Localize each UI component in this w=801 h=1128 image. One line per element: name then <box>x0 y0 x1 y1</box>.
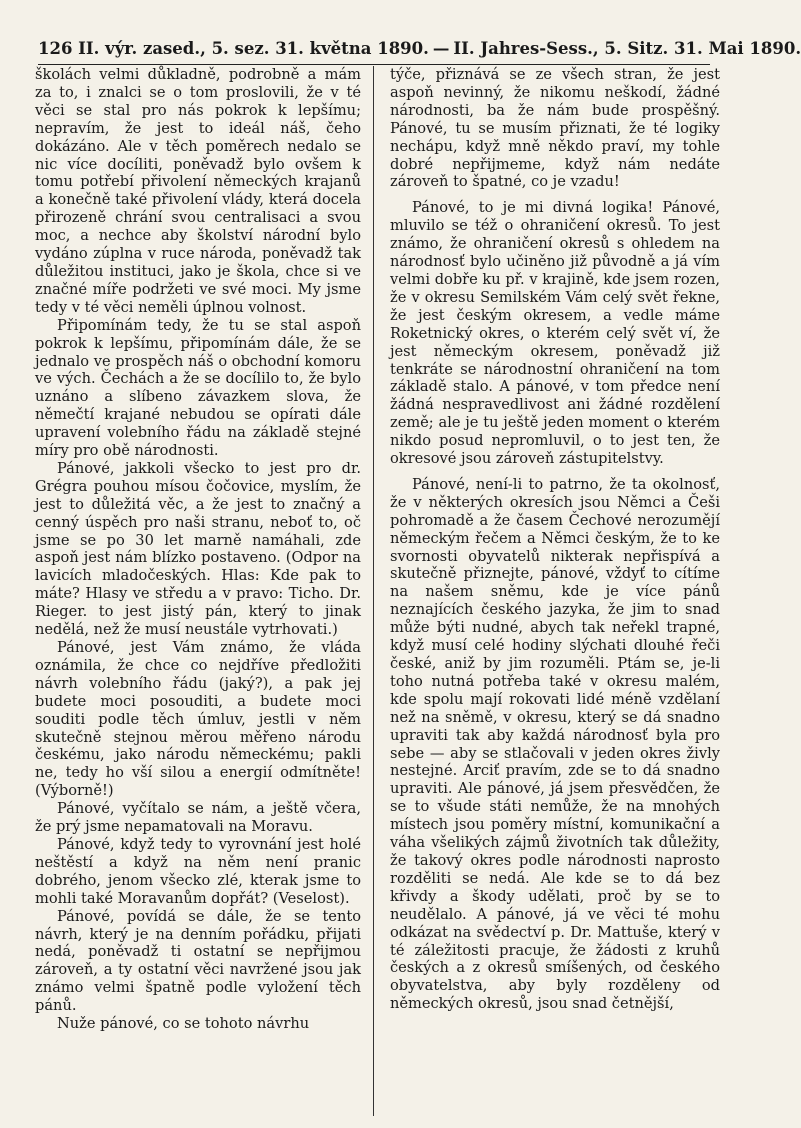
paragraph: týče, přiznává se ze všech stran, že jest aspoň nevinný, že nikomu neškodí, žádné národnosti, ba že nám bude prospěšný. Pánové, tu se musím přiznati, že té logiky nechápu, když mně někdo praví, my tohle dobré nepřijmeme, když nám nedáte zároveň to špatné, co je vzadu! <box>390 66 720 191</box>
header-dash: — <box>432 38 450 58</box>
paragraph: Pánové, vyčítalo se nám, a ještě včera, že prý jsme nepamatovali na Moravu. <box>35 800 361 836</box>
header-right: II. Jahres-Sess., 5. Sitz. 31. Mai 1890. <box>453 38 801 58</box>
paragraph: školách velmi důkladně, podrobně a mám za to, i znalci se o tom proslovili, že v té věci se stal pro nás pokrok k lepšímu; nepravím, že jest to ideál náš, čeho dokázáno. Ale v těch poměrech nedalo se nic více docíliti, poněvadž bylo ovšem k tomu potřebí přivolení německých krajanů a konečně také přivolení vlády, která docela přirozeně chrání svou centralisaci a svou moc, a nechce aby školství národní bylo vydáno zúplna v ruce národa, poněvadž tak důležitou instituci, jako je škola, chce si ve značné míře podržeti ve své moci. My jsme tedy v té věci neměli úplnou volnost. <box>35 66 361 316</box>
paragraph: Připomínám tedy, že tu se stal aspoň pokrok k lepšímu, připomínám dále, že se jednalo ve prospěch náš o obchodní komoru ve vých. Čechách a že se docílilo to, že bylo uznáno a slíbeno závazkem slova, že němečtí krajané nebudou se opírati dále upravení volebního řádu na základě stejné míry pro obě národnosti. <box>35 316 361 460</box>
paragraph: Pánové, jest Vám známo, že vláda oznámila, že chce co nejdříve předložiti návrh volebního řádu (jaký?), a pak jej budete moci posouditi, a budete moci souditi podle těch úmluv, jestli v něm skutečně stejnou měrou měřeno národu českému, jako národu německému; pakli ne, tedy ho vší silou a energií odmítněte! (Výborně!) <box>35 639 361 800</box>
header-left: 126 II. výr. zased., 5. sez. 31. května 1890. <box>38 38 429 58</box>
paragraph: Pánové, když tedy to vyrovnání jest holé neštěstí a když na něm není pranic dobrého, jenom všecko zlé, kterak jsme to mohli také Moravanům dopřát? (Veselost). <box>35 835 361 907</box>
column-divider <box>373 66 374 1116</box>
paragraph: Pánové, to je mi divná logika! Pánové, mluvilo se též o ohraničení okresů. To jest známo, že ohraničení okresů s ohledem na národnosť bylo učiněno již původně a já vím velmi dobře ku př. v krajině, kde jsem rozen, že v okresu Semilském Vám celý svět řekne, že jest českým okresem, a vedle máme Roketnický okres, o kterém celý svět ví, že jest německým okresem, poněvadž již tenkráte se národnostní ohraničení na tom základě stalo. A pánové, v tom předce není žádná nespravedlivost ani žádné rozdělení země; ale je tu ještě jeden moment o kterém nikdo posud nepromluvil, o to jest ten, že okresové jsou zároveň zástupitelstvy. <box>390 199 720 468</box>
paragraph: Pánové, povídá se dále, že se tento návrh, který je na denním pořádku, přijati nedá, poněvadž ti ostatní se nepřijmou zároveň, a ty ostatní věci navržené jsou jak známo velmi špatně podle vyložení těch pánů. <box>35 907 361 1015</box>
right-column <box>390 66 720 1116</box>
paragraph: Nuže pánové, co se tohoto návrhu <box>57 1015 310 1033</box>
header-rule <box>38 64 710 65</box>
left-column <box>35 66 361 1116</box>
paragraph: Pánové, není-li to patrno, že ta okolnosť, že v některých okresích jsou Němci a Češi pohromadě a že časem Čechové nerozumějí německým řečem a Němci českým, že to ke svornosti obyvatelů nikterak nepřispívá a skutečně přiznejte, pánové, vždyť to cítíme na našem sněmu, kde je více pánů neznajících českého jazyka, že jim to snad může býti nudné, abych tak neřekl trapné, když musí celé hodiny slýchati dlouhé řeči české, aniž by jim rozuměli. Ptám se, je-li toho nutná potřeba také v okresu malém, kde spolu mají rokovati lidé méně vzdělaní než na sněmě, v okresu, který se dá snadno upraviti tak aby každá národnosť byla pro sebe — aby se stlačovali v jeden okres živly nestejné. Arciť pravím, zde se to dá snadno upraviti. Ale pánové, já jsem přesvědčen, že se to všude státi nemůže, že na mnohých místech jsou poměry místní, komunikační a váha všelikých zájmů životních tak důležity, že takový okres podle národnosti naprosto rozděliti se nedá. Ale kde se to dá bez křivdy a škody udělati, proč by se to neudělalo. A pánové, já ve věci té mohu odkázat na svědectví p. Dr. Mattuše, který v té záležitosti pracuje, že žádosti z kruhů českých a z okresů smíšených, od českého obyvatelstva, aby byly rozděleny od německých okresů, jsou snad četnější, <box>390 475 720 1013</box>
page-header <box>38 34 801 62</box>
paragraph: Pánové, jakkoli všecko to jest pro dr. Grégra pouhou mísou čočovice, myslím, že jest to důležitá věc, a že jest to značný a cenný úspěch pro naši stranu, neboť to, oč jsme se po 30 let marně namáhali, zde aspoň jest nám blízko postaveno. (Odpor na lavicích mladočeských. Hlas: Kde pak to máte? Hlasy ve středu a v pravo: Ticho. Dr. Rieger. to jest jistý pán, který to jinak nedělá, než že musí neustále vytrhovati.) <box>35 459 361 639</box>
